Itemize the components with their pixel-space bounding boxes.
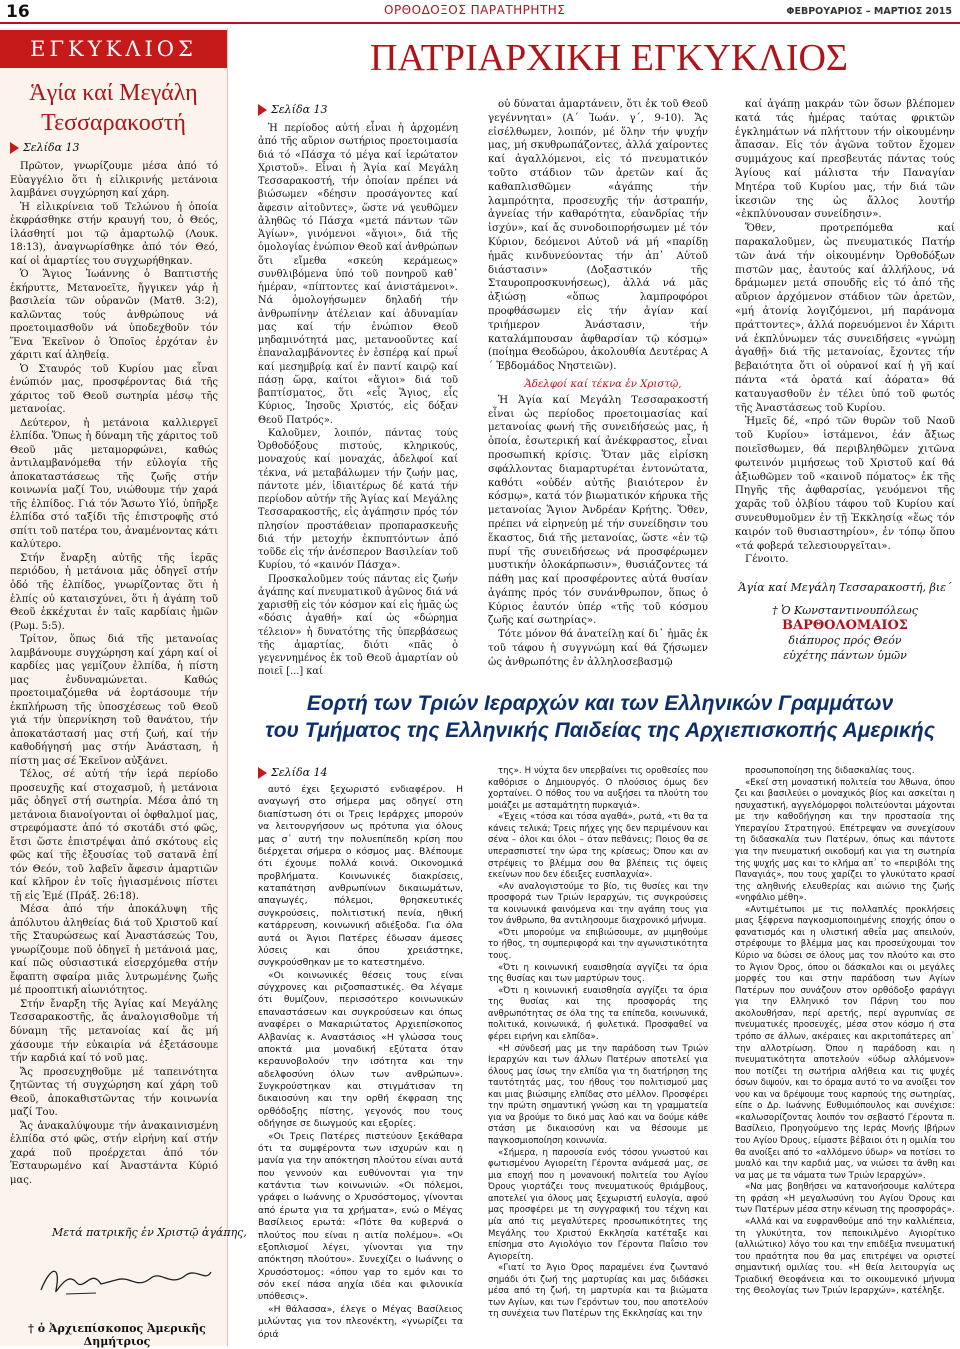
paragraph: αυτό έχει ξεχωριστό ενδιαφέρον. Η αναγωγή στο σήμερα μας οδηγεί στη διαπίστωση ότι οι Τρεις Ιεράρχες μπορούν να λειτουργήσουν ως πρότυπα για όλους μας σ᾽ αυτή την πολυεπίπεδη κρίση που διέρχεται σήμερα ο κόσμος μας. Βλέπουμε ότι έχουμε πολλά κοινά. Οικονομικά προβλήματα. Κοινωνικές διακρίσεις, καταπάτηση ανθρωπίνων δικαιωμάτων, απαγωγές, πόλεμοι, θρησκευτικές συγκρούσεις, πολιτιστική πενία, ηθική κατάρρευση, κοινωνική αδιέξοδα. Για όλα αυτά οι Άγιοι Πατέρες έδωσαν άμεσες λύσεις και όπου χρειάστηκε, συγκρούσθηκαν με το κατεστημένο. <box>258 784 463 969</box>
paragraph: Ὅθεν, προτρεπόμεθα καί παρακαλοῦμεν, ὡς πνευματικός Πατήρ τῶν ἀνά τήν οἰκουμένην Ὀρθοδόξων πιστῶν μας, ἑαυτούς καί ἀλλήλους, νά δράμωμεν μετά σπουδῆς εἰς τό ἀπό τῆς αὔριον ἀρχόμενον στάδιον τῶν ἀρετῶν, «μή ἀτονίᾳ λογιζόμενοι, μή παράνομα πράττοντες», ἀλλά πορευόμενοι ἐν Χάριτι νά ἐκπλύνωμεν τάς συνειδήσεις «γνώμῃ ἀγαθῇ» διά τῆς μετανοίας, ἔχοντες τήν βεβαιότητα ὅτι οἱ οὐρανοί καί ἡ γῆ καί πάντα «τά ὁρατά καί ἀόρατα» θά καταυγασθοῦν ἐν τέλει ὑπό τοῦ φωτός τῆς Ἀναστάσεως τοῦ Κυρίου. <box>735 223 955 414</box>
encyclical-title-line1: Ἁγία καί Μεγάλη <box>29 80 198 106</box>
encyclical-banner: ΕΓΚΥΚΛΙΟΣ <box>0 30 227 68</box>
paragraph: Ἡμεῖς δέ, «πρό τῶν θυρῶν τοῦ Ναοῦ τοῦ Κυρίου» ἱστάμενοι, ἐάν ἄξιως ποιεῖσθωμεν, θά περιβληθῶμεν χιτῶνα φωτεινόν μιμήσεως τοῦ Χριστοῦ καί θά ἀξιωθῶμεν τοῦ «καινοῦ πόματος» ἐκ τῆς Πηγῆς τῆς ἀφθαρσίας, γευόμενοι τῆς χαρᾶς τοῦ ὀλβίου τάφου τοῦ Κυρίου καί συνευθυμοῦμεν ἐν τῇ Ἐκκλησίᾳ «ἕως τόν καιρόν τοῦ θυσιαστηρίου», ἐν τόπῳ ὅπου «τά φοβερά τελεσιουργεῖται». <box>735 416 955 552</box>
patriarchal-col1 <box>258 122 458 679</box>
paragraph: Ἄς προσευχηθοῦμε μέ ταπεινότητα ζητῶντας τή συγχώρηση καί χάρη τοῦ Θεοῦ, ἀποκαθιστῶντας τήν κοινωνία μαζί Του. <box>10 1066 218 1119</box>
address-line: Ἀδελφοί καί τέκνα ἐν Χριστῷ, <box>524 378 682 390</box>
festival-col1 <box>258 784 463 1341</box>
paragraph: Ὁ Ἅγιος Ἰωάννης ὁ Βαπτιστής ἐκήρυττε, Μετανοεῖτε, ἤγγικεν γάρ ἡ βασιλεία τῶν οὐρανῶν (Ματθ. 3:2), καλῶντας τούς ἀνθρώπους νά προετοιμασθοῦν νά ὑποδεχθοῦν τόν Ἕνα Ἐκεῖνον ὁ Ὁποῖος ἐρχόταν ἐν χάριτι καί ἀληθείᾳ. <box>10 269 218 362</box>
festival-col3 <box>735 766 955 1298</box>
paragraph: «Αντιμέτωποι με τις πολλαπλές προκλήσεις μιας ξέφρενα παγκοσμιοποιημένης εποχής όπου ο φανατισμός και η υλιστική αθεΐα μας απειλούν, στρέφουμε το βλέμμα μας και προσεύχουμαι τον Κύριο να δώσει σε όλους μας τον πλούτο και στο το Άγιον Όρος, όπου οι δάσκαλοι και οι μεγάλες μορφές του και στην παράδοση των Αγίων Πατέρων που συνάζουν στον ορθόδοξο φαράγγι για την Ελληνικό τον Πάρνη του που ακολουθήσαν, περί αρετής, περί αγρυπνίας σε πνευματικές προσευχές, μέσα στον κόσμο ή στα τρόπο σε άλλων, ακέραιες και ακριτοπάτερες απ᾽ την αλλοτρίωση. Όπου η παράδοση και η πνευματικότητα αποτελούν «ύδωρ αλλόμενον» που ποτίζει τη σωτήρια αλήθεια και τις ψυχές όσων διψούν, και το όραμα αυτό το να ανοίξει τον νου και να δρέψουμε τους καρπούς της σωτηρίας, είπε ο Δρ. Ιωάννης Ευθυμιόπουλος και συνέχισε: «καλωσορίζοντας λοιπόν τον σεβαστό Γέροντα π. Βασίλειο, Προηγούμενο της Ιεράς Μονής Ιβήρων του Αγίου Όρους, είμαστε βέβαιοι ότι η ομιλία του θα ανοίξει από το «αλλόμενο ύδωρ» να ποτίσει το μυαλό και την καρδιά μας, να νιώσει τα άνθη και να μας με τα νάματα των Τριών Ιεραρχών». <box>735 904 955 1181</box>
paragraph: «Ότι μπορούμε να επιβιώσουμε, αν μιμηθούμε το ήθος, τη συμπεριφορά και την αγωνιστικότητα τους. <box>488 927 708 961</box>
encyclical-body <box>10 160 218 1187</box>
paragraph: Στήν ἔναρξη τῆς Ἁγίας καί Μεγάλης Τεσσαρακοστῆς, ἄς ἀναλογισθοῦμε τή δύναμη τῆς μετανοίας καί ἄς μή χάσουμε τήν εὐκαιρία νά ἐξετάσουμε τήν καρδιά καί τό νοῦ μας. <box>10 998 218 1065</box>
paragraph: Τότε μόνον θά ἀνατείλῃ καί δι᾽ ἡμᾶς ἐκ τοῦ τάφου ἡ συγγνώμη καί θά ζήσωμεν ὡς ἀνθρωπότης ἐν ἀλληλοσεβασμῷ <box>488 629 708 668</box>
paragraph: Ἄς ἀνακαλύψουμε τήν ἀνακαινισμένη ἐλπίδα στό φῶς, στήν εἰρήνη καί στήν χαρά ποῦ προέρχεται ἀπό τόν Ἐσταυρωμένο καί Ἀναστάντα Κύριό μας. <box>10 1120 218 1186</box>
patriarch-signature-block <box>735 580 955 663</box>
main-see-page[interactable]: Σελίδα 13 <box>258 103 328 116</box>
paragraph: καί ἀγάπῃ μακράν τῶν ὅσων βλέπομεν κατά τάς ἡμέρας ταύτας φρικτῶν ἐγκλημάτων νά πλήττουν τήν οἰκουμένην ἅπασαν. Εἰς τόν ἀγῶνα τοῦτον ἔχομεν συμμάχους καί πρεσβευτάς πάντας τούς Ἁγίους καί μάλιστα τήν Παναγίαν Μητέρα τοῦ Κυρίου μας, τήν διά τῶν ἱκεσιῶν της ὡς ἄλλος λουτήρ «ἐκπλύνουσαν συνείδησιν». <box>735 99 955 221</box>
paragraph: Πρῶτον, γνωρίζουμε μέσα ἀπό τό Εὐαγγέλιο ὅτι ἡ εἰλικρινής μετάνοια λαμβάνει συγχώρηση καί χάρη. <box>10 161 218 200</box>
paragraph: προσωποποίηση της διδασκαλίας τους. <box>745 766 915 776</box>
paragraph: «Οι κοινωνικές θέσεις τους είναι σύγχρονες και ριζοσπαστικές. Θα λέγαμε ότι θυμίζουν, περισσότερο κοινωνικών επαναστάσεων και συγκρούσεων και όπως αναφέρει ο Μακαριώτατος Αρχιεπίσκοπος Αλβανίας κ. Αναστάσιος «Η γλώσσα τους αποκτά μια μοναδική εξύτατα όταν κεραυνοβολούν την ισότητα και την αδελφοσύνη όλων των ανθρώπων». Συγκρούστηκαν και στιγμάτισαν τη δικαιοσύνη και την ορθή έκφραση της ορθόδοξης πίστης, γεγονός που τους οδήγησε σε διωγμούς και εξορίες. <box>258 969 463 1130</box>
paragraph: «Αλλά και να ευφρανθούμε από την καλλιέπεια, τη γλυκύτητα, τον πεποικιλμένο Αγιορίτικο (αλλιώτικο) λόγο του και την επιδέξια πνευματική του πραότητα που θα μας επιτρέψει να οριστεί σημαντική ομιλίας του. «Η θεία λειτουργία ως Τριαδική Θεοφάνεια και το οικουμενικό μήνυμα της Θεολογίας των Τριών Ιεραρχών», κατέληξε. <box>735 1216 955 1297</box>
sig-name: ΒΑΡΘΟΛΟΜΑΙΟΣ <box>782 618 908 633</box>
paragraph: «Να μας βοηθήσει να κατανοήσουμε καλύτερα τη φράση «Η μεγαλωσύνη του Αγίου Όρους και των Πατέρων μέσα στην κένωση της προσφοράς». <box>735 1182 955 1216</box>
paragraph: «Σήμερα, η παρουσία ενός τόσου γνωστού και φωτισμένου Αγιορείτη Γέροντα ανάμεσά μας, σε μια εποχή που η μονανοική πολιτεία του Αγίου Όρους γιορτάζει τους πνευματικούς θριάμβους, αποτελεί για όλους μας ξεχωριστή ευλογία, αφού μας προσφέρει με τη συγγραφική του τέχνη και μία από τις μεγαλύτερες προσωπικότητες της Μεγάλης του Χριστού Εκκλησία κατέταξε και επίσημα στο Αγιολόγιο τον Γέροντα Παΐσιο τον Αγιορείτη. <box>488 1147 708 1262</box>
paragraph: «Οι Τρεις Πατέρες πιστεύουν ξεκάθαρα ότι τα συμφέροντα των ισχυρών και η μανία για την απόκτηση πλούτου είναι αυτά που γεννούν και ευθύνονται για την κατάντια των κοινωνιών. «Οι πόλεμοι, γράφει ο Ιωάννης ο Χρυσόστομος, γίνονται από έρωτα για τα χρήματα», ενώ ο Μέγας Βασίλειος ερωτά: «Πότε θα κυβερνά ο πλούτος που είναι η αιτία πολέμου». «Οι εξοπλισμοί λέγει, γίνονται για την απόκτηση πλούτου». Συνεχίζει ο Ιωάννης ο Χρυσόστομος: «όπου γαρ το εμόν και το σόν εκεί πάσα αηχία ιδέα και φιλονικία υπόθεσις». <box>258 1130 463 1303</box>
paragraph: Τέλος, σέ αὐτή τήν ἱερά περίοδο προσευχῆς καί στοχασμοῦ, ἡ μετάνοια μᾶς ὁδηγεῖ στή σωτηρία. Μέσα ἀπό τη μετάνοια διανοίγονται οἱ ὀφθαλμοί μας, στρεφόμαστε ἀπό τό σκοτάδι στό φῶς, ἔτσι ὥστε ἐπιστρέψαι ἀπό σκότους εἰς φῶς καί τῆς ἐξουσίας τοῦ σατανᾶ ἐπί τόν Θεόν, τοῦ λαβεῖν ἄφεσιν ἁμαρτιῶν καί κλῆρον ἐν τοῖς ἡγιασμένοις πίστει τῇ εἰς Ἐμέ (Πράξ. 26:18). <box>10 769 218 902</box>
patriarchal-col2 <box>488 98 708 670</box>
paragraph: «Η θάλασσα», έλεγε ο Μέγας Βασίλειος μιλώντας για τον πλεονέκτη, «γνωρίζει τα όριά <box>258 1303 463 1340</box>
paragraph: «Η σύνδεσή μας με την παράδοση των Τριών Ιεραρχών και των άλλων Πατέρων αποτελεί για όλους μας ίσως την ελπίδα για τη διατήρηση της ταυτότητάς μας, του ήθους του πολιτισμού μας και μιας βιώσιμης ελπίδας στο μέλλον. Προσφέρει την πρώτη σημαντική γνώση και τη γραμματεία για να βρούμε το δικό μας λαό και να δούμε κάθε στάση με δικαιοσύνη και να θέσουμε με παγκοσμιοποίηση κοινωνία. <box>488 1043 708 1146</box>
closing-greeting: Μετά πατρικῆς ἐν Χριστῷ ἀγάπης, <box>52 1226 247 1239</box>
arrow-right-icon <box>258 104 267 116</box>
patriarchal-col3 <box>735 98 955 567</box>
page-number: 16 <box>6 2 30 22</box>
festival-see-page[interactable]: Σελίδα 14 <box>258 766 328 779</box>
festival-headline <box>240 690 960 744</box>
paragraph: Μέσα ἀπό τήν ἀποκάλυψη τῆς ἀπόλυτου ἀληθείας διά τοῦ Χριστοῦ καί τῆς Σταυρώσεως καί Ἀναστάσεώς Του, γνωρίζουμε ποῦ ὁδηγεῖ ἡ μετάνοιά μας, καί πῶς οὐσιαστικά εἰσερχόμεθα στήν ἔφαπτη σφαίρα μιᾶς λυτρωμένης ζωῆς μέ προοπτική αἰωνιότητος. <box>10 904 218 997</box>
paragraph: Ἡ περίοδος αὐτή εἶναι ἡ ἀρχομένη ἀπό τῆς αὔριον σωτήριος προετοιμασία διά τό «Πάσχα τό μέγα καί ἱερώτατον Χριστοῦ». Εἶναι ἡ Ἁγία καί Μεγάλη Τεσσαρακοστή, τήν ὁποίαν πρέπει νά βιώσωμεν «δέησιν προσάγοντες καί ἄφεσιν αἰτοῦντες», ὥστε νά γευθῶμεν ἀληθῶς τό Πάσχα «μετά πάντων τῶν Ἁγίων», γινόμενοι «ἅγιοι», διά τῆς ὁμολογίας ἐνώπιον Θεοῦ καί ἀνθρώπων ὅτι εἴμεθα «σκεύη κεράμεως» συνθλιβόμενα ὑπό τοῦ πονηροῦ καθ᾽ ἡμέραν, «πίπτοντες καί ἀνιστάμενοι». Νά ὁμολογήσωμεν δηλαδή τήν ἀνθρωπίνην ἀτέλειαν καί ἀδυναμίαν μας καί τήν ἐνώπιον Θεοῦ μηδαμινότητά μας, μετανοοῦντες καί ἐπαναλαμβάνοντες ἐν ἑσπέρᾳ καί πρωΐ καί μεσημβρίᾳ καί ἐν παντί καιρῷ καί πάσῃ ὥρᾳ, καίτοι «ἅγιοι» διά τοῦ βαπτίσματος, ὅτι «εἷς Ἅγιος, εἷς Κύριος, Ἰησοῦς Χριστός, εἰς δόξαν Θεοῦ Πατρός». <box>258 123 459 426</box>
arrow-right-icon <box>10 142 19 154</box>
patriarchal-title: ΠΑΤΡΙΑΡΧΙΚΗ ΕΓΚΥΚΛΙΟΣ <box>370 37 849 79</box>
paragraph: «Εκεί στη μοναστική πολιτεία του Άθωνα, όπου ζει και βασιλεύει ο μοναχικός βίος και ασκείται η ησυχαστική, αγγελόμορφοι πολιτεύονται μάχονται με την καθοδήγηση και την προστασία της Υπεραγίου Στρατηγού. Επέτρεψαν να συνεχίσουν τη διδασκαλία των Πατέρων, όπως και πάντοτε για την πνευματική οικοδομή και για τη σωτηρία της ψυχής μας και το κλήμα απ᾽ το «περιβόλι της Παναγιάς», που τους χαρίζει το γλυκύτατο κρασί της αληθινής ελευθερίας και αιώνιο της ζωής «νηφάλιο μέθη». <box>735 777 955 904</box>
issue-date: ΦΕΒΡΟΥΑΡΙΟΣ – ΜΑΡΤΙΟΣ 2015 <box>786 6 952 17</box>
paragraph: της». Η νύχτα δεν υπερβαίνει τις οροθεσίες που καθόρισε ο Δημιουργός. Ο πλούσιος όμως δεν χορταίνει. Ο πόθος του να αυξήσει τα πλούτη του μοιάζει με ασταμάτητη πυρκαγιά». <box>488 766 708 811</box>
paragraph: Ἡ εἰλικρίνεια τοῦ Τελώνου ἡ ὁποία ἐκφράσθηκε στήν κραυγή του, ὁ Θεός, ἱλάσθητί μοι τῷ ἁμαρτωλῷ (Λουκ. 18:13), ἀναγνωρίσθηκε ἀπό τόν Θεό, καί οἱ ἁμαρτίες του συγχωρήθηκαν. <box>10 201 218 267</box>
festival-headline-line2: του Τμήματος της Ελληνικής Παιδείας της Αρχιεπισκοπής Αμερικής <box>265 719 935 742</box>
festival-col2 <box>488 766 708 1321</box>
paragraph: Ἡ Ἁγία καί Μεγάλη Τεσσαρακοστή εἶναι ὡς περίοδος προετοιμασίας καί μετανοίας φωνή τῆς συνειδήσεώς μας, ἡ ὁποία, ἐσωτερική καί ἀνέκφραστος, εἶναι προσωπική κρίσις. Ὅταν μᾶς εἰρίσκη σφάλλοντας διαμαρτυρέται ἐντονώτατα, καθότι «οὐδέν αὐτῆς βιαιότερον ἐν κόσμῳ», κατά τόν βιωματικόν κήρυκα τῆς μετανοίας Ἅγιον Ἀνδρέαν Κρήτης. Ὅθεν, πρέπει νά εἰρηνεύῃ μέ τήν συνείδησιν του ἕκαστος, διά τῆς μετανοίας, ὥστε «ἐν τῷ πυρί τῆς συνειδήσεως νά προσφέρωμεν μυστικήν ὁλοκάρπωσιν», θυσιάζοντες τά πάθη μας καί προσφέροντες αὐτά θυσίαν ἀγάπης πρός τόν συνάνθρωπον, ὅπως ὁ Κύριος ἐαυτόν ὑπέρ «τῆς τοῦ κόσμου ζωῆς καί σωτηρίας». <box>488 394 708 627</box>
paragraph: οὐ δύναται ἁμαρτάνειν, ὅτι ἐκ τοῦ Θεοῦ γεγέννηται» (Α´ Ἰωάν. γ´, 9-10). Ἄς εἰσέλθωμεν, λοιπόν, μέ ὅλην τήν ψυχήν μας, μή σκυθρωπάζοντες, ἀλλά χαίροντες καί ἀγαλλόμενοι, εἰς τό πνευματικόν τοῦτο στάδιον τῶν ἀρετῶν καί ἄς καθαπλισθῶμεν «ἀγάπης τήν λαμπρότητα, προσευχῆς τήν ἀστραπήν, ἁγνείας τήν καθαρότητα, εὐανδρίας τήν ἰσχύν», καί ἄς συνοδοιπορήσωμεν μέ τόν Κύριον, δεόμενοι Αὐτοῦ νά μή «παρίδῃ ἡμᾶς κινδυνεύοντας τήν ἀπ᾽ Αὐτοῦ διάστασιν» (Δοξαστικόν τῆς Σταυροπροσκυνήσεως), ἀλλά νά μᾶς ἀξιώσῃ «ὅπως λαμπροφόροι προφθάσωμεν εἰς τήν ἁγίαν καί τριήμερον Ἀνάστασιν, τήν καταλάμπουσαν ἀφθαρσίαν τῷ κόσμῳ» (ποίημα Θεοδώρου, ἀκολουθία Δευτέρας Α´ Ἑβδομάδος Νηστειῶν). <box>488 99 708 373</box>
sig-sub2: εὐχέτης πάντων ὑμῶν <box>783 649 907 662</box>
paragraph: Γένοιτο. <box>745 554 789 566</box>
paragraph: Καλοῦμεν, λοιπόν, πάντας τούς Ὀρθοδόξους πιστούς, κληρικούς, μοναχούς καί μοναχάς, ἀδελφοί καί τέκνα, νά μεταβάλωμεν τήν ζωήν μας, πάντοτε μέν, ἰδιαιτέρως δέ κατά τήν περίοδον αὐτήν τῆς Ἁγίας καί Μεγάλης Τεσσαρακοστῆς, εἰς ἀγάπησιν πρός τόν πλησίον προστάθειαν προπαρασκευῆς διά τήν μετοχήν ἐκπυπτόντων ἀπό τοῦδε εἰς τήν ἀνέσπερον Βασιλείαν τοῦ Κυρίου, τό «καινόν Πάσχα». <box>258 427 458 572</box>
paragraph: «Ότι η κοινωνική ευαισθησία αγγίζει τα όρια της θυσίας και των μαρτύρων τους. <box>488 962 708 985</box>
newspaper-name: ΟΡΘΟΔΟΞΟΣ ΠΑΡΑΤΗΡΗΤΗΣ <box>384 3 566 17</box>
festival-headline-line1: Εορτή των Τριών Ιεραρχών και των Ελληνικών Γραμμάτων <box>306 692 894 715</box>
paragraph: «Αν αναλογιστούμε το βίο, τις θυσίες και την προσφορά των Τριών Ιεραρχών, τις συγκρούσεις τα κοινωνικά φαινόμενα και την αγάπη τους για τον άνθρωπο, θα αντιλησουμε διαχρονικό μήνυμα. <box>488 881 708 927</box>
encyclical-title <box>0 78 227 138</box>
paragraph: «Έχεις «τόσα και τόσα αγαθά», ρωτά, «τι θα τα κάνεις τελικά; Τρεις πήχες γης δεν περιμένουν και σένα – όλοι και όλοι – όταν πεθάνεις; Ποιος θα σε υπερασπιστεί την ώρα της κρίσεως; Όπου και αν στρέψεις το βλέμμα σου θα βλέπεις τις όψεις εκείνων που δεν έδειξες ευσπλαχνία». <box>488 812 708 881</box>
signature-image <box>36 1260 216 1300</box>
archbishop-signatory: † ὁ Ἀρχιεπίσκοπος Ἀμερικῆς Δημήτριος <box>28 1322 206 1348</box>
paragraph: «Γιατί το Άγιο Όρος παραμένει ένα ζωντανό σημάδι ότι ζωή της μαρτυρίας και μας διδάσκει μέσα από τη ζωή, τη μαρτυρία και τα βιώματα των Αγίων, και των Γερόντων του, που αποτελούν τη συνέχεια των Πατέρων της Εκκλησίας και την <box>488 1263 708 1320</box>
paragraph: Προσκαλοῦμεν τούς πάντας εἰς ζωήν ἀγάπης καί πνευματικοῦ ἀγῶνος διά νά χαρισθῇ εἰς τόν κόσμον καί εἰς ἡμᾶς ὡς «δόσις ἀγαθή» καί ὡς «δώρημα τέλειον» ἡ δυνατότης τῆς ὑπερβάσεως τῆς ἁμαρτίας, διότι «πᾶς ὁ γεγεννημένος ἐκ τοῦ Θεοῦ ἁμαρτίαν οὐ ποιεῖ [...] καί <box>258 573 458 678</box>
sig-title: † Ὁ Κωνσταντινουπόλεως <box>772 604 918 617</box>
paragraph: Στήν ἔναρξη αὐτῆς τῆς ἱερᾶς περιόδου, ἡ μετάνοια μᾶς ὁδηγεῖ στήν ὁδό τῆς ἐλπίδος, γνωρίζοντας ὅτι ἡ ἐλπίς οὐ καταισχύνει, ὅτι ἡ ἀγάπη τοῦ Θεοῦ ἐκκέχυται ἐν ταῖς καρδίαις ἡμῶν (Ρωμ. 5:5). <box>10 552 218 632</box>
paragraph: «Ότι η κοινωνική ευαισθησία αγγίζει τα όρια της θυσίας και της προσφοράς της ανθρωπότητας σε όλα της τα επίπεδα, κοινωνικά, πολιτικά, κοινωνικά, ή φυλετικά. Προσφαθεί να φέρει ειρήνη και ελπίδα». <box>488 985 708 1042</box>
left-see-page[interactable]: Σελίδα 13 <box>10 141 80 154</box>
sig-sub1: διάπυρος πρός Θεόν <box>788 634 902 647</box>
paragraph: Ὁ Σταυρός τοῦ Κυρίου μας εἶναι ἐνώπιόν μας, προσφέροντας διά τῆς χάριτος τοῦ Θεοῦ σωτηρία μέσῳ τῆς μετανοίας. <box>10 363 218 416</box>
dateline: Ἁγία καί Μεγάλη Τεσσαρακοστή, βιε´ <box>738 581 952 594</box>
encyclical-title-line2: Τεσσαρακοστή <box>41 110 186 136</box>
arrow-right-icon <box>258 767 267 779</box>
paragraph: Τρίτον, ὅπως διά τῆς μετανοίας λαμβάνουμε συγχώρηση καί χάρη καί οἱ καρδίες μας γεμίζουν ἐλπίδα, ἡ πίστη μας ἐνδυναμώνεται. Καθώς προετοιμαζόμεθα νά ἑορτάσουμε τήν ἐκπλήρωση τῆς ὑποσχέσεως τοῦ Θεοῦ γιά τήν ὑπερνίκηση τοῦ θανάτου, τήν ἀποκατάστασή μας στή ζωή, καί τήν καθοδήγησή μας στήν Ἀνάσταση, ἡ πίστη μας σέ Ἐκεῖνον αὐξάνει. <box>10 634 218 767</box>
paragraph: Δεύτερον, ἡ μετάνοια καλλιεργεῖ ἐλπίδα. Ὅπως ἡ δύναμη τῆς χάριτος τοῦ Θεοῦ μᾶς μεταμορφώνει, καθώς ἀντιλαμβανόμεθα τήν εὐλογία τῆς ἀποκαταστάσεως τῆς ζωῆς στήν κοινωνία μαζί Του, νιώθουμε τήν χαρά τῆς ἐλπίδος. Γιά τόν Ἄσωτο Υἱό, ὑπῆρξε ἐλπίδα στό ταξίδι τῆς ἐπιστροφῆς στό σπίτι τοῦ πατέρα του, ἀναμένοντας κάτι καλύτερο. <box>10 417 218 551</box>
header-rule <box>0 22 960 24</box>
